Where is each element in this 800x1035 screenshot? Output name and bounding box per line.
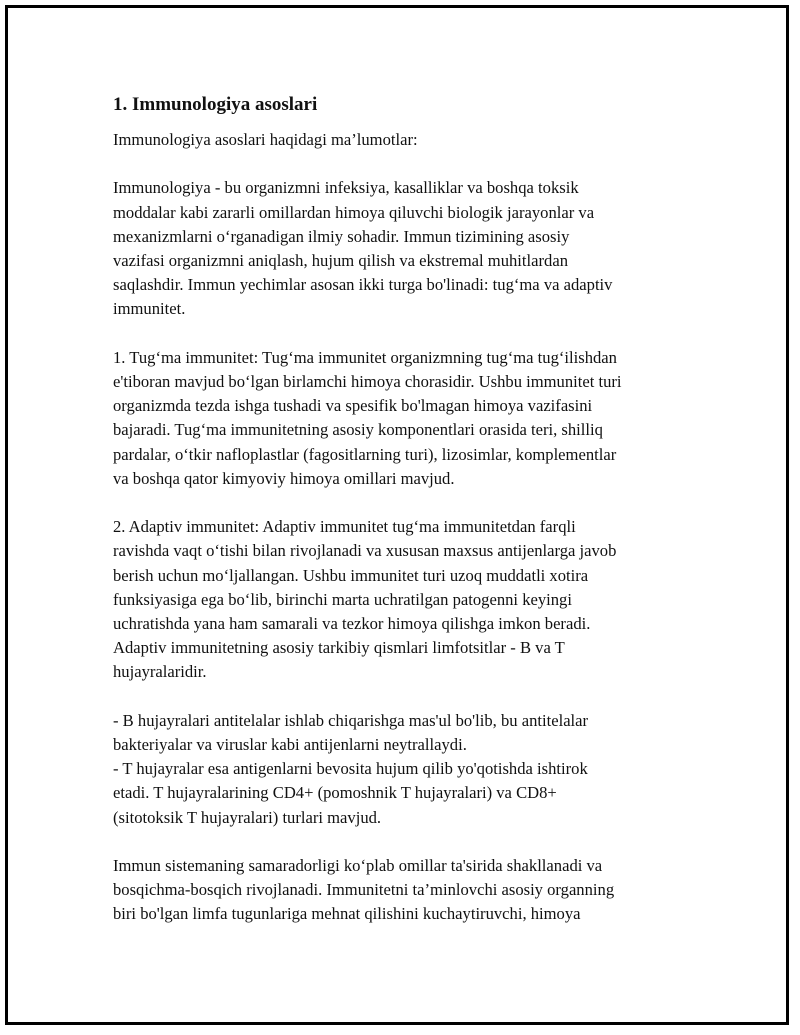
text-line: uchratishda yana ham samarali va tezkor himoya qilishga imkon beradi.	[113, 614, 591, 634]
paragraph	[113, 515, 693, 684]
text-line: - B hujayralari antitelalar ishlab chiqarishga mas'ul bo'lib, bu antitelalar	[113, 710, 589, 730]
text-line: saqlashdir. Immun yechimlar asosan ikki turga bo'linadi: tug‘ma va adaptiv	[113, 275, 613, 295]
text-line: immunitet.	[113, 299, 186, 319]
paragraph	[113, 128, 693, 152]
paragraph-container	[113, 128, 693, 927]
paragraph	[113, 854, 693, 927]
text-line: organizmda tezda ishga tushadi va spesifik bo'lmagan himoya vazifasini	[113, 396, 593, 416]
text-line: 1. Tug‘ma immunitet: Tug‘ma immunitet organizmning tug‘ma tug‘ilishdan	[113, 347, 617, 367]
paragraph	[113, 709, 693, 830]
text-line: berish uchun mo‘ljallangan. Ushbu immunitet turi uzoq muddatli xotira	[113, 565, 589, 585]
paragraph	[113, 176, 693, 321]
text-line: hujayralaridir.	[113, 662, 207, 682]
page-title: 1. Immunologiya asoslari	[113, 94, 318, 115]
paragraph	[113, 346, 693, 491]
text-line: bosqichma-bosqich rivojlanadi. Immunitetni ta’minlovchi asosiy organning	[113, 880, 615, 900]
text-line: vazifasi organizmni aniqlash, hujum qilish va ekstremal muhitlardan	[113, 251, 568, 270]
text-line: moddalar kabi zararli omillardan himoya qiluvchi biologik jarayonlar va	[113, 202, 595, 222]
text-line: etadi. T hujayralarining CD4+ (pomoshnik T hujayralari) va CD8+	[113, 783, 557, 803]
text-line: ravishda vaqt o‘tishi bilan rivojlanadi va xususan maxsus antijenlarga javob	[113, 541, 617, 561]
text-line: funksiyasiga ega bo‘lib, birinchi marta uchratilgan patogenni keyingi	[113, 589, 572, 609]
text-line: Immunologiya - bu organizmni infeksiya, kasalliklar va boshqa toksik	[113, 178, 579, 198]
text-line: 2. Adaptiv immunitet: Adaptiv immunitet tug‘ma immunitetdan farqli	[113, 517, 576, 537]
text-line: Adaptiv immunitetning asosiy tarkibiy qismlari limfotsitlar - B va T	[113, 638, 565, 658]
text-line: va boshqa qator kimyoviy himoya omillari mavjud.	[113, 468, 455, 488]
text-line: bajaradi. Tug‘ma immunitetning asosiy komponentlari orasida teri, shilliq	[113, 420, 603, 440]
text-line: Immunologiya asoslari haqidagi ma’lumotlar:	[113, 130, 418, 149]
text-line: biri bo'lgan limfa tugunlariga mehnat qilishini kuchaytiruvchi, himoya	[113, 904, 581, 924]
text-line: bakteriyalar va viruslar kabi antijenlarni neytrallaydi.	[113, 735, 467, 755]
document-body	[113, 90, 693, 951]
text-line: (sitotoksik T hujayralari) turlari mavjud.	[113, 807, 382, 827]
text-line: e'tiboran mavjud bo‘lgan birlamchi himoya chorasidir. Ushbu immunitet turi	[113, 372, 622, 391]
text-line: - T hujayralar esa antigenlarni bevosita hujum qilib yo'qotishda ishtirok	[113, 759, 588, 779]
text-line: mexanizmlarni o‘rganadigan ilmiy sohadir. Immun tizimining asosiy	[113, 226, 570, 246]
text-line: pardalar, o‘tkir nafloplastlar (fagositlarning turi), lizosimlar, komplementlar	[113, 444, 617, 464]
text-line: Immun sistemaning samaradorligi ko‘plab omillar ta'sirida shakllanadi va	[113, 856, 603, 876]
